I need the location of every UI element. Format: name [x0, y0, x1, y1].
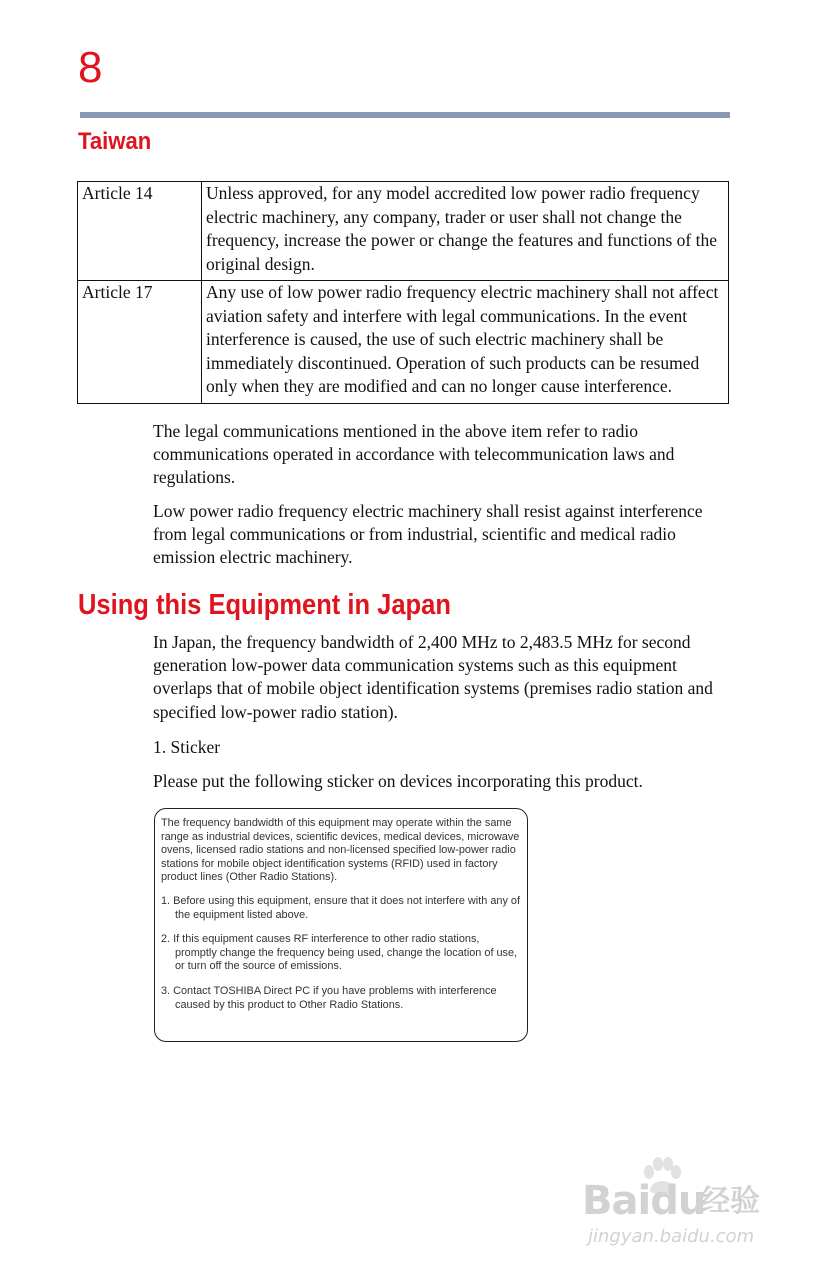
sticker-box	[154, 808, 528, 1042]
header-rule	[80, 112, 730, 118]
watermark-brand: Baidu	[582, 1178, 706, 1224]
japan-frequency-paragraph: In Japan, the frequency bandwidth of 2,400 MHz to 2,483.5 MHz for second generation low-power data communication systems such as this equipment overlaps that of mobile object identification systems (premises radio station and specified low-power radio station).	[153, 632, 713, 722]
interference-resistance-paragraph: Low power radio frequency electric machinery shall resist against interference from legal communications or from industrial, scientific and medical radio emission electric machinery.	[153, 501, 703, 568]
article-label: Article 17	[78, 281, 202, 404]
watermark-brand-cn: 经验	[700, 1184, 760, 1219]
taiwan-heading: Taiwan	[78, 128, 152, 155]
legal-communications-paragraph: The legal communications mentioned in the above item refer to radio communications operated in accordance with telecommunication laws and regulations.	[153, 421, 675, 488]
table-row	[78, 182, 729, 281]
japan-heading: Using this Equipment in Japan	[78, 589, 451, 621]
watermark-url: jingyan.baidu.com	[588, 1226, 755, 1247]
sticker-item: 3. Contact TOSHIBA Direct PC if you have problems with interference caused by this product to Other Radio Stations.	[161, 984, 497, 1011]
sticker-intro: The frequency bandwidth of this equipment may operate within the same range as industrial devices, scientific devices, medical devices, microwave ovens, licensed radio stations and non-licensed specified low-power radio stations for mobile object identification systems (RFID) used in factory product lines (Other Radio Stations).	[161, 817, 520, 884]
taiwan-articles-table	[77, 181, 729, 404]
sticker-instruction: Please put the following sticker on devices incorporating this product.	[153, 771, 643, 791]
sticker-item: 2. If this equipment causes RF interference to other radio stations, promptly change the frequency being used, change the location of use, or turn off the source of emissions.	[161, 933, 518, 973]
page-number: 8	[78, 43, 103, 92]
sticker-label: 1. Sticker	[153, 737, 221, 757]
article-text: Any use of low power radio frequency electric machinery shall not affect aviation safety and interfere with legal communications. In the event interference is caused, the use of such electric machinery shall be immediately discontinued. Operation of such products can be resumed only when they are modified and can no longer cause interference.	[202, 281, 729, 404]
article-label: Article 14	[78, 182, 202, 281]
table-row	[78, 281, 729, 404]
article-text: Unless approved, for any model accredited low power radio frequency electric machinery, any company, trader or user shall not change the frequency, increase the power or change the features and functions of the original design.	[202, 182, 729, 281]
baidu-watermark	[582, 1156, 782, 1252]
sticker-item: 1. Before using this equipment, ensure that it does not interfere with any of the equipment listed above.	[161, 894, 520, 921]
